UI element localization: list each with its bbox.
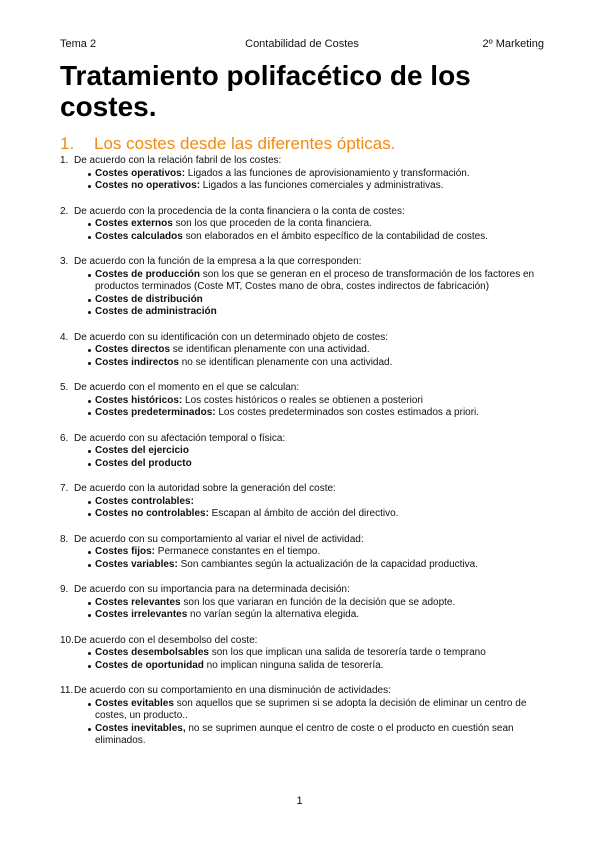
- cost-description: Ligados a las funciones de aprovisionamiento y transformación.: [185, 167, 470, 179]
- cost-term: Costes de oportunidad: [95, 659, 204, 671]
- sub-list-item: [90, 647, 540, 660]
- cost-term: Costes calculados: [95, 230, 183, 242]
- item-number: 5.: [60, 382, 69, 393]
- classification-list: [60, 155, 540, 761]
- cost-term: Costes desembolsables: [95, 647, 209, 658]
- sub-list-item: [90, 496, 540, 509]
- sub-list-item: [90, 609, 540, 622]
- list-item: [60, 685, 540, 748]
- sub-list: [74, 395, 540, 420]
- item-number: 1.: [60, 155, 69, 166]
- list-item: [60, 332, 540, 370]
- cost-description: Los costes históricos o reales se obtienen a posteriori: [182, 394, 423, 406]
- sub-list-item: [90, 660, 540, 673]
- sub-list-item: [90, 357, 540, 370]
- sub-list-item: [90, 458, 540, 471]
- sub-list-item: [90, 306, 540, 319]
- sub-list: [74, 647, 540, 672]
- cost-term: Costes directos: [95, 344, 171, 355]
- item-number: 8.: [60, 533, 69, 545]
- cost-description: no implican ninguna salida de tesorería.: [203, 659, 384, 671]
- list-item: [60, 433, 540, 471]
- sub-list: [74, 168, 540, 193]
- cost-term: Costes evitables: [95, 697, 174, 709]
- sub-list-item: [90, 407, 540, 420]
- sub-list: [74, 445, 540, 470]
- cost-term: Costes relevantes: [95, 596, 181, 608]
- cost-description: no se identifican plenamente con una actividad.: [178, 356, 393, 368]
- item-number: 9.: [60, 584, 69, 595]
- item-lead-text: De acuerdo con la relación fabril de los costes:: [74, 155, 282, 166]
- page-number: 1: [296, 795, 303, 807]
- sub-list: [74, 698, 540, 748]
- list-item: [60, 534, 540, 572]
- header-course: 2º Marketing: [482, 38, 544, 50]
- cost-term: Costes externos: [95, 218, 173, 229]
- sub-list-item: [90, 698, 540, 723]
- cost-description: Ligados a las funciones comerciales y administrativas.: [200, 180, 444, 191]
- list-item: [60, 483, 540, 521]
- sub-list-item: [90, 508, 540, 521]
- list-item: [60, 382, 540, 420]
- sub-list: [74, 496, 540, 521]
- cost-term: Costes variables:: [95, 558, 178, 570]
- cost-term: Costes fijos:: [95, 546, 156, 557]
- sub-list-item: [90, 395, 540, 408]
- page-title: Tratamiento polifacético de los costes.: [60, 60, 471, 122]
- sub-list-item: [90, 218, 540, 231]
- page-header: [60, 37, 544, 51]
- sub-list-item: [90, 723, 540, 748]
- item-lead-text: De acuerdo con la función de la empresa a la que corresponden:: [74, 256, 362, 267]
- list-item: [60, 155, 540, 193]
- cost-term: Costes no operativos:: [95, 180, 201, 191]
- cost-description: no varían según la alternativa elegida.: [187, 609, 360, 620]
- list-item: [60, 584, 540, 622]
- sub-list-item: [90, 168, 540, 181]
- sub-list-item: [90, 344, 540, 357]
- cost-term: Costes no controlables:: [95, 508, 209, 519]
- section-number: 1.: [60, 134, 75, 153]
- cost-term: Costes operativos:: [95, 167, 186, 179]
- list-item: [60, 206, 540, 244]
- cost-description: Los costes predeterminados son costes estimados a priori.: [215, 407, 480, 418]
- section-heading: [60, 133, 540, 155]
- item-number: 4.: [60, 331, 69, 343]
- sub-list-item: [90, 294, 540, 307]
- item-lead-text: De acuerdo con su comportamiento en una disminución de actividades:: [74, 685, 391, 696]
- sub-list-item: [90, 559, 540, 572]
- sub-list: [74, 344, 540, 369]
- sub-list: [74, 597, 540, 622]
- item-lead-text: De acuerdo con el momento en el que se calculan:: [74, 382, 300, 393]
- cost-description: son los que variaran en función de la decisión que se adopte.: [180, 596, 456, 608]
- item-lead-text: De acuerdo con el desembolso del coste:: [74, 634, 258, 646]
- sub-list-item: [90, 231, 540, 244]
- sub-list-item: [90, 597, 540, 610]
- cost-description: no se suprimen aunque el centro de coste o el producto en cuestión sean eliminados.: [95, 722, 514, 746]
- cost-description: Permanece constantes en el tiempo.: [155, 546, 321, 557]
- cost-term: Costes de distribución: [95, 293, 203, 305]
- cost-term: Costes de administración: [95, 306, 217, 317]
- cost-term: Costes irrelevantes: [95, 609, 188, 620]
- item-number: 11.: [60, 685, 74, 696]
- cost-term: Costes de producción: [95, 268, 201, 280]
- item-number: 10.: [60, 634, 74, 646]
- list-item: [60, 256, 540, 319]
- cost-term: Costes del producto: [95, 457, 192, 469]
- item-lead-text: De acuerdo con su comportamiento al variar el nivel de actividad:: [74, 533, 364, 545]
- item-number: 6.: [60, 432, 69, 444]
- item-lead-text: De acuerdo con su importancia para na determinada decisión:: [74, 584, 350, 595]
- list-item: [60, 635, 540, 673]
- cost-term: Costes indirectos: [95, 356, 179, 368]
- cost-description: son los que implican una salida de tesorería tarde o temprano: [208, 647, 486, 658]
- cost-term: Costes controlables:: [95, 495, 194, 507]
- cost-term: Costes históricos:: [95, 394, 183, 406]
- sub-list: [74, 546, 540, 571]
- cost-term: Costes predeterminados:: [95, 407, 216, 418]
- header-topic: Tema 2: [60, 38, 97, 50]
- header-subject: Contabilidad de Costes: [245, 38, 359, 50]
- cost-term: Costes del ejercicio: [95, 445, 189, 456]
- cost-description: Escapan al ámbito de acción del directivo.: [208, 508, 399, 519]
- item-lead-text: De acuerdo con la procedencia de la conta financiera o la conta de costes:: [74, 205, 405, 217]
- cost-description: son aquellos que se suprimen si se adopta la decisión de eliminar un centro de costes, un producto..: [95, 697, 527, 721]
- item-lead-text: De acuerdo con su identificación con un determinado objeto de costes:: [74, 331, 389, 343]
- cost-description: son los que se generan en el proceso de transformación de los factores en productos terminados (Coste MT, Costes mano de obra, costes indirectos de fabricación): [95, 268, 535, 292]
- sub-list-item: [90, 180, 540, 193]
- item-lead-text: De acuerdo con su afectación temporal o física:: [74, 432, 286, 444]
- sub-list: [74, 218, 540, 243]
- item-lead-text: De acuerdo con la autoridad sobre la generación del coste:: [74, 483, 336, 494]
- cost-description: se identifican plenamente con una actividad.: [170, 344, 370, 355]
- cost-description: son elaborados en el ámbito específico de la contabilidad de costes.: [182, 230, 489, 242]
- sub-list-item: [90, 445, 540, 458]
- item-number: 3.: [60, 256, 69, 267]
- cost-description: Son cambiantes según la actualización de la capacidad productiva.: [177, 558, 479, 570]
- cost-term: Costes inevitables,: [95, 722, 186, 734]
- section-title: Los costes desde las diferentes ópticas.: [94, 134, 396, 153]
- cost-description: son los que proceden de la conta financiera.: [172, 218, 372, 229]
- sub-list: [74, 269, 540, 319]
- sub-list-item: [90, 269, 540, 294]
- item-number: 2.: [60, 205, 69, 217]
- item-number: 7.: [60, 483, 69, 494]
- sub-list-item: [90, 546, 540, 559]
